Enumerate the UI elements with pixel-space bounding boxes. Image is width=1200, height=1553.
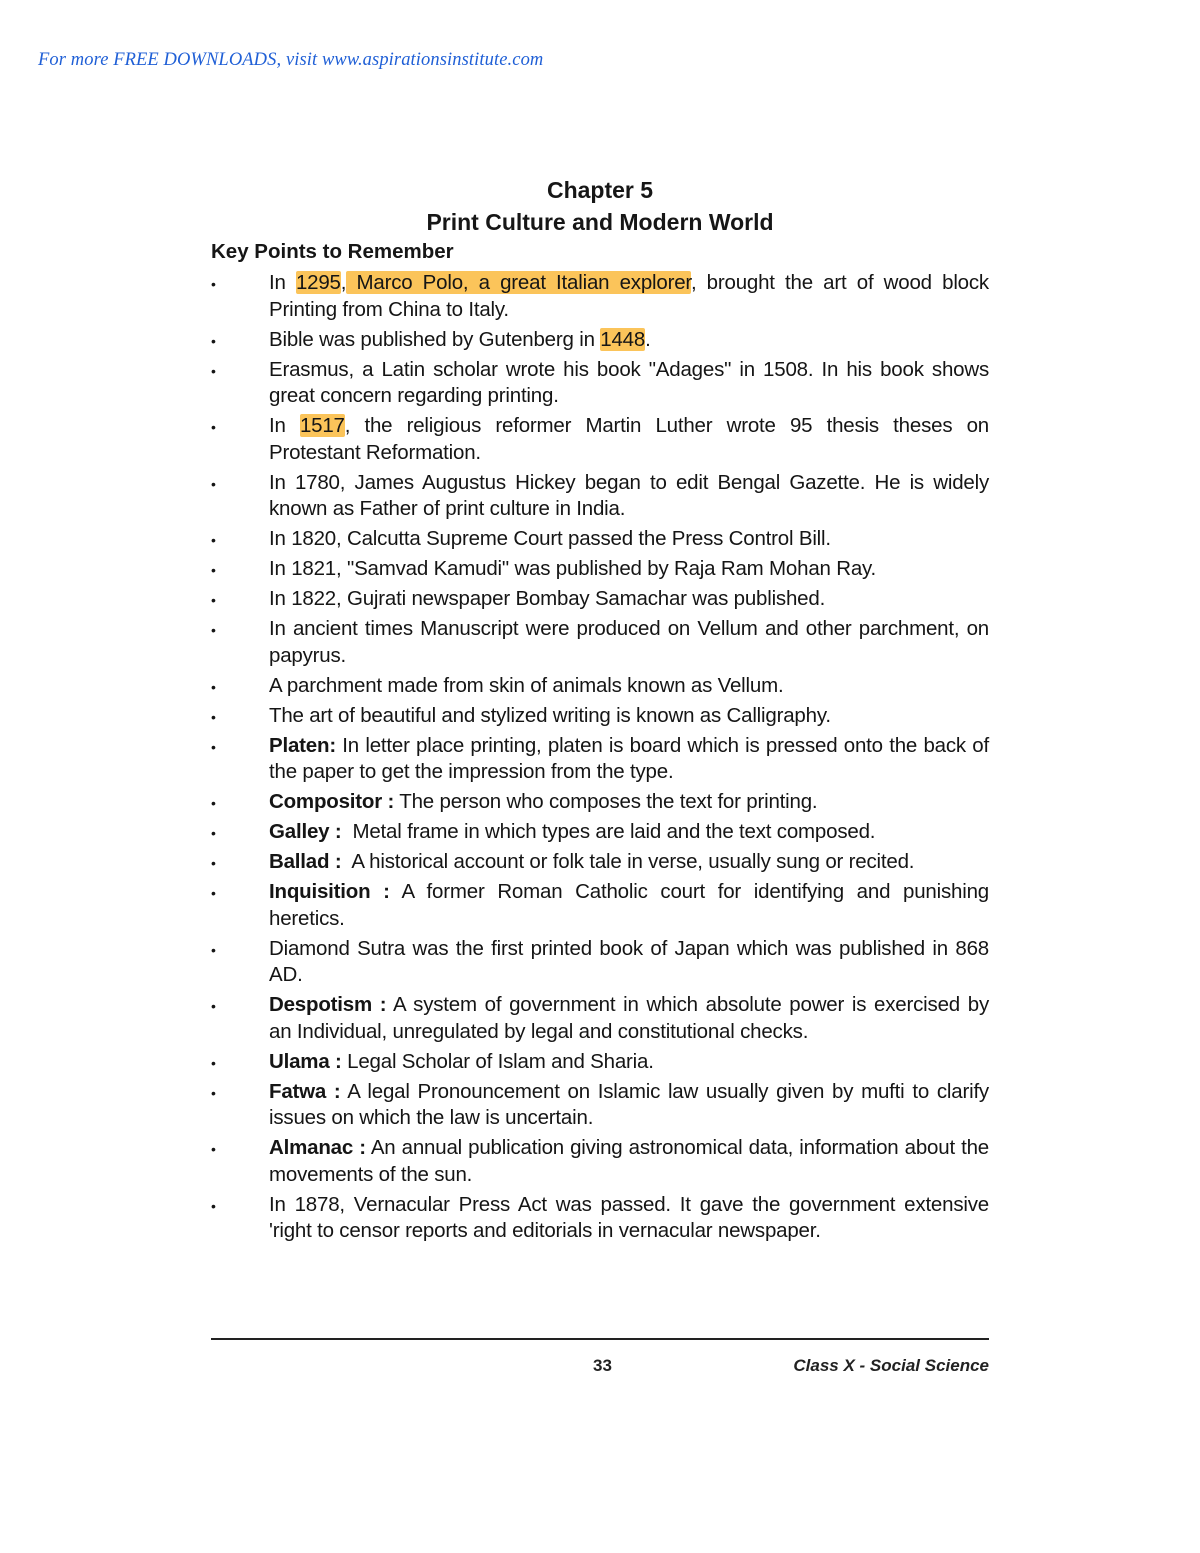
chapter-number: Chapter 5 (546, 177, 654, 203)
chapter-title: Print Culture and Modern World (426, 209, 774, 235)
bullet: • (211, 419, 216, 435)
list-item: • Erasmus, a Latin scholar wrote his book "Adages" in 1508. In his book shows great concern regarding printing. (211, 357, 989, 407)
list-item: • In 1780, James Augustus Hickey began to edit Bengal Gazette. He is widely known as Father of print culture in India. (211, 470, 989, 520)
list-item: • In 1517, the religious reformer Martin Luther wrote 95 thesis theses on Protestant Reformation. (211, 414, 989, 464)
list-item: • Bible was published by Gutenberg in 1448. (211, 327, 989, 354)
list-item: • Almanac : An annual publication giving astronomical data, information about the movements of the sun. (211, 1136, 989, 1186)
list-item: • A parchment made from skin of animals known as Vellum. (211, 673, 989, 700)
bullet: • (211, 592, 216, 608)
page-number: 33 (593, 1356, 612, 1375)
bullet: • (211, 941, 216, 958)
bullet: • (211, 708, 216, 725)
list-item: • The art of beautiful and stylized writing is known as Calligraphy. (211, 703, 989, 730)
bullet: • (211, 1141, 216, 1157)
highlight: 1295 (295, 271, 341, 294)
term: Inquisition : (269, 880, 390, 903)
bullet: • (211, 1197, 216, 1214)
list-item: • Ulama : Legal Scholar of Islam and Sharia. (211, 1049, 989, 1076)
list-item: • In 1820, Calcutta Supreme Court passed the Press Control Bill. (211, 526, 989, 553)
list-item: • Inquisition : A former Roman Catholic court for identifying and punishing heretics. (211, 880, 989, 930)
term: Despotism : (269, 993, 387, 1016)
bullet: • (211, 622, 216, 638)
bullet: • (211, 332, 216, 349)
list-item: • Despotism : A system of government in which absolute power is exercised by an Individual, unregulated by legal and constitutional checks. (211, 993, 990, 1043)
bullet: • (211, 678, 216, 695)
highlight: 1517 (299, 414, 345, 437)
list-item: • Galley : Metal frame in which types are laid and the text composed. (211, 819, 989, 846)
term: Galley : (269, 820, 342, 843)
list-item: • In 1822, Gujrati newspaper Bombay Samachar was published. (211, 586, 989, 613)
key-points-list (211, 270, 989, 1248)
highlight: 1448 (600, 327, 646, 351)
bullet: • (211, 562, 216, 578)
term: Fatwa : (269, 1079, 341, 1103)
section-heading: Key Points to Remember (211, 240, 454, 263)
list-item: • Compositor : The person who composes the text for printing. (211, 789, 989, 816)
list-item: • In 1295, Marco Polo, a great Italian explorer, brought the art of wood block Printing from China to Italy. (211, 271, 989, 321)
term: Almanac : (269, 1136, 366, 1159)
list-item: • Platen: In letter place printing, platen is board which is pressed onto the back of the paper to get the impression from the type. (211, 733, 989, 783)
term: Compositor : (269, 790, 395, 813)
list-item: • Diamond Sutra was the first printed book of Japan which was published in 868 AD. (211, 936, 989, 986)
bullet: • (211, 276, 216, 292)
highlight: Marco Polo, a great Italian explorer (346, 271, 691, 294)
term: Platen: (269, 733, 336, 757)
footer-course-title: Class X - Social Science (793, 1356, 989, 1375)
list-item: • Fatwa : A legal Pronouncement on Islamic law usually given by mufti to clarify issues on which the law is uncertain. (211, 1079, 989, 1129)
bullet: • (211, 885, 216, 901)
term: Ballad : (269, 850, 342, 873)
bullet: • (211, 825, 216, 841)
bullet: • (211, 1084, 216, 1101)
bullet: • (211, 362, 216, 379)
list-item: • Ballad : A historical account or folk tale in verse, usually sung or recited. (211, 849, 989, 876)
bullet: • (211, 855, 216, 871)
bullet: • (211, 1054, 216, 1071)
watermark-link[interactable]: For more FREE DOWNLOADS, visit www.aspirationsinstitute.com (38, 50, 544, 70)
bullet: • (211, 795, 216, 811)
list-item: • In 1878, Vernacular Press Act was passed. It gave the government extensive 'right to censor reports and editorials in vernacular newspaper. (211, 1192, 989, 1242)
list-item: • In 1821, "Samvad Kamudi" was published by Raja Ram Mohan Ray. (211, 556, 989, 583)
term: Ulama : (269, 1049, 342, 1073)
bullet: • (211, 532, 216, 548)
list-item: • In ancient times Manuscript were produced on Vellum and other parchment, on papyrus. (211, 617, 989, 667)
footer-divider (211, 1338, 989, 1340)
bullet: • (211, 998, 216, 1014)
bullet: • (211, 738, 216, 755)
bullet: • (211, 475, 216, 492)
